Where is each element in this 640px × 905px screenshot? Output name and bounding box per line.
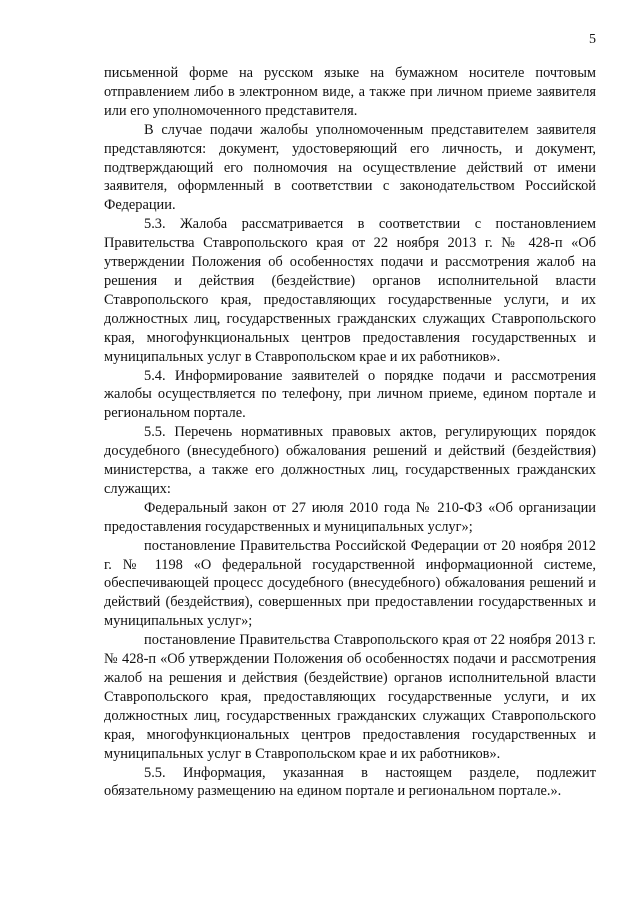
paragraph: Федеральный закон от 27 июля 2010 года № 210-ФЗ «Об организации предоставления государственных и муниципальных услуг»; [104,499,596,535]
paragraph: 5.3. Жалоба рассматривается в соответствии с постановлением Правительства Ставропольского края от 22 ноября 2013 г. № 428-п «Об утверждении Положения об особенностях подачи и рассмотрения жалоб на решения и действия (бездействие) органов исполнительной власти Ставропольского края, предоставляющих государственные услуги, и их должностных лиц, государственных гражданских служащих Ставропольского края, многофункциональных центров предоставления государственных и муниципальных услуг в Ставропольском крае и их работников». [104,216,596,365]
paragraph: постановление Правительства Российской Федерации от 20 ноября 2012 г. № 1198 «О федеральной государственной информационной системе, обеспечивающей процесс досудебного (внесудебного) обжалования решений и действий (бездействия), совершенных при предоставлении государственных и муниципальных услуг»; [104,537,596,630]
paragraph: письменной форме на русском языке на бумажном носителе почтовым отправлением либо в электронном виде, а также при личном приеме заявителя или его уполномоченного представителя. [104,65,596,119]
document-body [104,64,596,801]
paragraph: В случае подачи жалобы уполномоченным представителем заявителя представляются: документ, удостоверяющий его личность, и документ, подтверждающий его полномочия на осуществление действий от имени заявителя, оформленный в соответствии с законодательством Российской Федерации. [104,121,596,214]
page-number: 5 [589,32,596,47]
paragraph: постановление Правительства Ставропольского края от 22 ноября 2013 г. № 428-п «Об утверждении Положения об особенностях подачи и рассмотрения жалоб на решения и действия (бездействие) органов исполнительной власти Ставропольского края, предоставляющих государственные услуги, и их должностных лиц, государственных гражданских служащих Ставропольского края, многофункциональных центров предоставления государственных и муниципальных услуг в Ставропольском крае и их работников». [104,632,596,762]
paragraph: 5.4. Информирование заявителей о порядке подачи и рассмотрения жалобы осуществляется по телефону, при личном приеме, едином портале и региональном портале. [104,367,596,422]
paragraph: 5.5. Перечень нормативных правовых актов, регулирующих порядок досудебного (внесудебного) обжалования решений и действий (бездействия) министерства, а также его должностных лиц, государственных гражданских служащих: [104,424,596,497]
paragraph: 5.5. Информация, указанная в настоящем разделе, подлежит обязательному размещению на едином портале и региональном портале.». [104,764,596,800]
